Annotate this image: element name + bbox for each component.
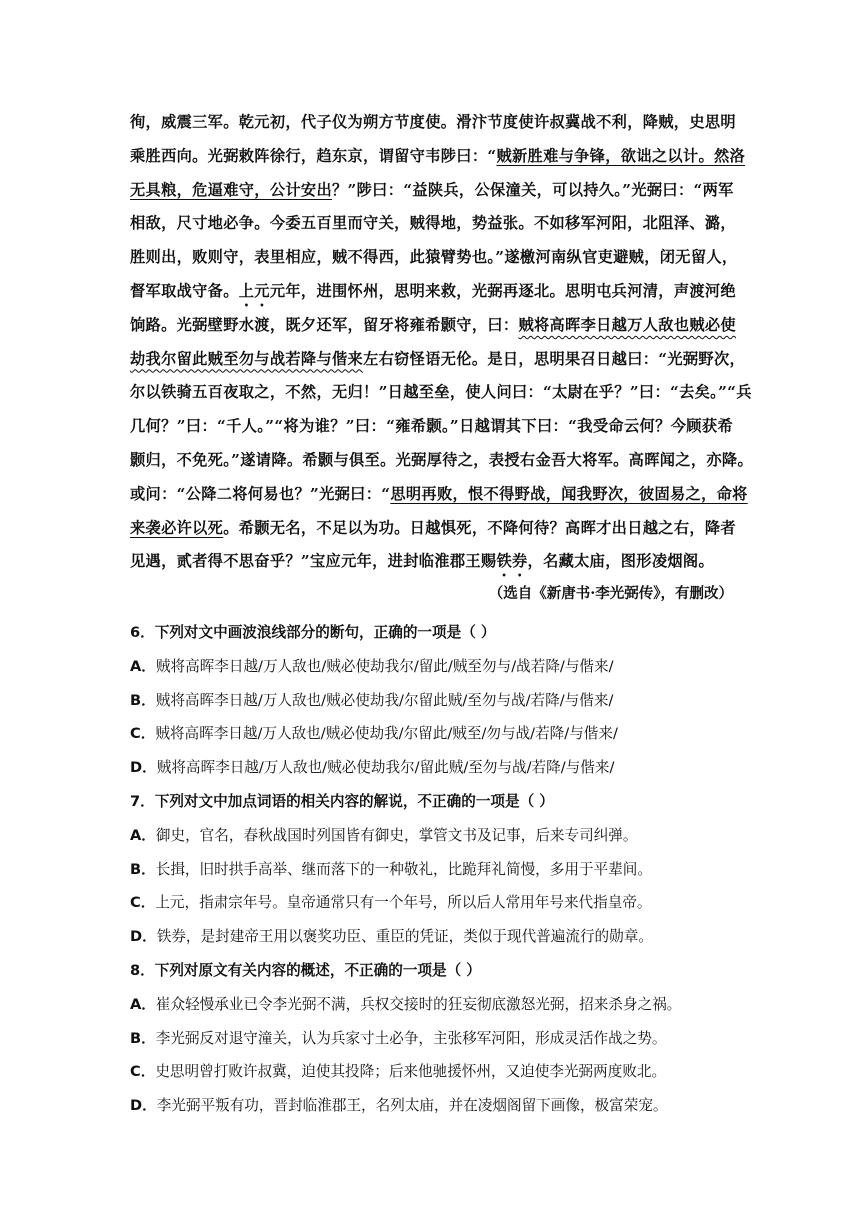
underlined-sentence: 贼新胜难与争锋，欲诎之以计。然洛 xyxy=(496,146,746,165)
underlined-sentence: 思明再败，恨不得野战，闻我野次，彼固易之，命将 xyxy=(390,484,748,503)
option-text: 李光弼反对退守潼关，认为兵家寸土必争，主张移军河阳，形成灵活作战之势。 xyxy=(155,1029,667,1047)
underlined-sentence: 来袭必许以死 xyxy=(130,518,224,537)
option-text: 贼将高晖李日越/万人敌也/贼必使劫我尔/留此/贼至勿与/战若降/与偕来/ xyxy=(155,657,614,675)
question-7-option-c[interactable] xyxy=(130,886,750,920)
passage-line xyxy=(130,241,738,275)
option-text: 上元，指肃宗年号。皇帝通常只有一个年号，所以后人常用年号来代指皇帝。 xyxy=(155,894,652,912)
question-6-stem: 6．下列对文中画波浪线部分的断句，正确的一项是（ ） xyxy=(130,624,496,641)
passage-line xyxy=(130,309,736,343)
option-text: 长揖，旧时拱手高举、继而落下的一种敬礼，比跪拜礼简慢，多用于平辈间。 xyxy=(155,860,652,878)
passage-text: 。希颢无名，不足以为功。日越惧死，不降何待？高晖才出日越之右，降者 xyxy=(223,518,736,537)
question-7-stem: 7．下列对文中加点词语的相关内容的解说，不正确的一项是（ ） xyxy=(130,792,554,810)
passage-line xyxy=(130,376,752,410)
passage-line xyxy=(130,140,746,174)
option-label: C． xyxy=(130,894,156,912)
wavy-underlined-text: 贼将高晖李日越万人敌也贼必使 xyxy=(518,315,736,334)
passage-text: 元年，进围怀州，思明来救，光弼再逐北。思明屯兵河清，声渡河绝 xyxy=(269,281,736,300)
underlined-sentence: 无具粮，危逼难守，公计安出 xyxy=(130,180,332,199)
passage-text: 尔以铁骑五百夜取之，不然，无归！”日越至垒，使人问曰：“太尉在乎？”曰：“去矣。”“兵 xyxy=(130,383,752,402)
passage-line xyxy=(130,410,733,444)
passage-text: 相敌，尺寸地必争。今委五百里而守关，贼得地，势益张。不如移军河阳，北阻泽、潞， xyxy=(130,214,736,233)
question-6-option-d[interactable] xyxy=(130,751,750,785)
passage-line xyxy=(130,275,736,309)
passage-text: 几何？”曰：“千人。”“将为谁？”曰：“雍希颢。”日越谓其下曰：“我受命云何？今顾获希 xyxy=(130,417,733,436)
passage-text: 见遇，贰者得不思奋乎？”宝应元年，进封临淮郡王赐 xyxy=(130,552,497,571)
option-text: 铁券，是封建帝王用以褒奖功臣、重臣的凭证，类似于现代普遍流行的勋章。 xyxy=(156,928,653,946)
option-text: 史思明曾打败许叔冀，迫使其投降；后来他驰援怀州，又迫使李光弼两度败北。 xyxy=(155,1063,667,1081)
passage-text: 饷路。光弼壁野水渡，既夕还军，留牙将雍希颢守，曰： xyxy=(130,315,519,334)
option-text: 崔众轻慢承业已令李光弼不满，兵权交接时的狂妄彻底激怒光弼，招来杀身之祸。 xyxy=(155,995,682,1013)
passage-text: 或问：“公降二将何易也？”光弼曰：“ xyxy=(130,484,391,503)
option-label: A． xyxy=(130,995,156,1013)
question-8-option-a[interactable] xyxy=(130,988,750,1022)
question-7-option-d[interactable] xyxy=(130,920,750,954)
option-text: 李光弼平叛有功，晋封临淮郡王，名列太庙，并在凌烟阁留下画像，极富荣宠。 xyxy=(156,1097,668,1115)
option-label: D． xyxy=(130,928,157,946)
passage-line xyxy=(130,545,733,579)
passage-text: 胜则出，败则守，表里相应，贼不得西，此猿臂势也。”遂檄河南纵官吏避贼，闭无留人， xyxy=(130,248,738,267)
option-label: B． xyxy=(130,860,156,878)
passage-line xyxy=(130,207,736,241)
passage-line xyxy=(130,512,736,546)
option-text: 贼将高晖李日越/万人敌也/贼必使劫我/尔留此贼/至勿与战/若降/与偕来/ xyxy=(155,691,614,709)
passage-text: 左右窃怪语无伦。是日，思明果召日越曰：“光弼野次， xyxy=(363,349,746,368)
passage-line xyxy=(130,174,733,208)
question-6-option-a[interactable] xyxy=(130,650,750,684)
option-label: D． xyxy=(130,1097,157,1115)
wavy-underlined-text: 劫我尔留此贼至勿与战若降与偕来 xyxy=(130,349,364,368)
option-label: C． xyxy=(130,725,156,743)
question-6-option-b[interactable] xyxy=(130,684,750,718)
option-text: 御史，官名，春秋战国时列国皆有御史，掌管文书及记事，后来专司纠弹。 xyxy=(155,826,638,844)
option-label: D． xyxy=(130,759,157,777)
passage-line xyxy=(130,343,746,377)
question-8-option-c[interactable] xyxy=(130,1055,750,1089)
option-label: A． xyxy=(130,826,156,844)
question-8-stem: 8．下列对原文有关内容的概述，不正确的一项是（ ） xyxy=(130,961,481,979)
option-label: C． xyxy=(130,1063,156,1081)
option-text: 贼将高晖李日越/万人敌也/贼必使劫我/尔留此/贼至/勿与战/若降/与偕来/ xyxy=(155,725,618,743)
dotted-term: 铁券 xyxy=(496,552,528,571)
passage-text: 徇，威震三军。乾元初，代子仪为朔方节度使。滑汴节度使许叔冀战不利，降贼，史思明 xyxy=(130,113,736,131)
question-7-option-b[interactable] xyxy=(130,853,750,887)
passage-text: 乘胜西向。光弼敕阵徐行，趋东京，谓留守韦陟曰：“ xyxy=(130,146,497,165)
question-8-option-b[interactable] xyxy=(130,1022,750,1056)
option-label: A． xyxy=(130,657,156,675)
question-6-option-c[interactable] xyxy=(130,717,750,751)
passage-line xyxy=(130,106,736,140)
passage-text: ？”陟曰：“益陕兵，公保潼关，可以持久。”光弼曰：“两军 xyxy=(332,180,734,199)
passage-source: （选自《新唐书·李光弼传》，有删改） xyxy=(488,585,733,602)
passage-line xyxy=(130,444,753,478)
passage-line xyxy=(130,478,748,512)
passage-text: 督军取战守备。 xyxy=(130,281,239,300)
dotted-term: 上元 xyxy=(238,281,270,300)
option-label: B． xyxy=(130,691,156,709)
classical-passage xyxy=(130,106,753,579)
option-text: 贼将高晖李日越/万人敌也/贼必使劫我尔/留此贼/至勿与战/若降/与偕来/ xyxy=(156,759,615,777)
question-7-option-a[interactable] xyxy=(130,819,750,853)
passage-text: 颢归，不免死。”遂请降。希颢与俱至。光弼厚待之，表授右金吾大将军。高晖闻之，亦降。 xyxy=(130,450,753,469)
question-8-option-d[interactable] xyxy=(130,1089,750,1123)
option-label: B． xyxy=(130,1029,156,1047)
question-list xyxy=(130,616,750,1123)
passage-text: ，名藏太庙，图形凌烟阁。 xyxy=(527,552,714,571)
